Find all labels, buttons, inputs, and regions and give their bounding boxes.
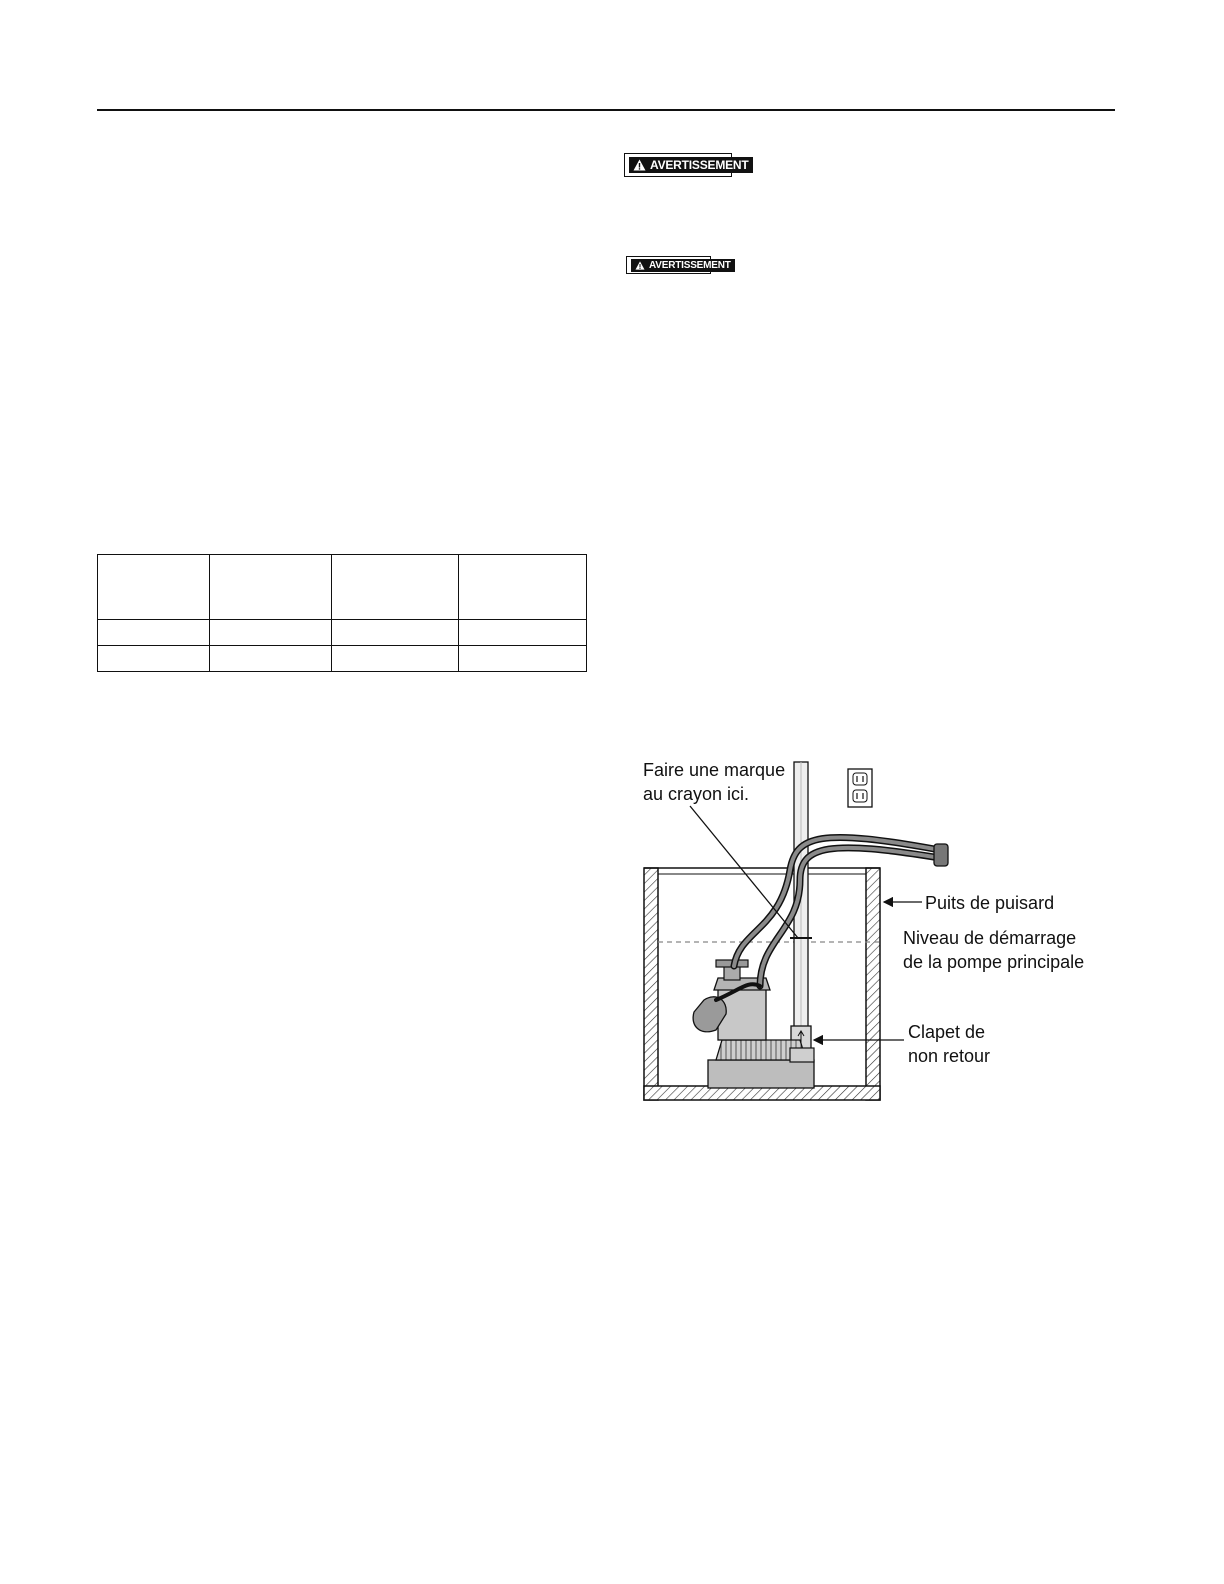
warning-badge-1-label: AVERTISSEMENT — [650, 158, 749, 172]
table-cell — [98, 646, 210, 672]
label-start-level: Niveau de démarrage de la pompe principale — [903, 928, 1085, 972]
table-cell — [209, 555, 331, 620]
table-cell — [209, 646, 331, 672]
table-row — [98, 646, 587, 672]
table-cell — [331, 620, 459, 646]
warning-badge-2-label: AVERTISSEMENT — [649, 259, 731, 271]
label-mark: Faire une marque au crayon ici. — [643, 760, 786, 804]
table-cell — [98, 555, 210, 620]
table-header-row — [98, 555, 587, 620]
table-cell — [459, 555, 587, 620]
spec-table — [97, 554, 587, 672]
power-cords — [716, 837, 940, 1000]
table-cell — [459, 620, 587, 646]
label-check-valve: Clapet de non retour — [908, 1022, 991, 1066]
electrical-outlet-icon — [848, 769, 872, 807]
table-cell — [331, 555, 459, 620]
warning-badge-2 — [626, 256, 731, 274]
table-cell — [331, 646, 459, 672]
sump-pit-diagram — [600, 750, 1120, 1110]
label-pit: Puits de puisard — [925, 893, 1055, 913]
table-cell — [459, 646, 587, 672]
header-rule — [97, 109, 1115, 111]
warning-triangle-icon — [635, 261, 645, 270]
table-cell — [98, 620, 210, 646]
table-row — [98, 620, 587, 646]
pencil-mark-leader — [690, 806, 798, 938]
warning-badge-1 — [624, 153, 749, 177]
table-cell — [209, 620, 331, 646]
plug-icon — [934, 844, 948, 866]
warning-triangle-icon — [633, 159, 646, 171]
